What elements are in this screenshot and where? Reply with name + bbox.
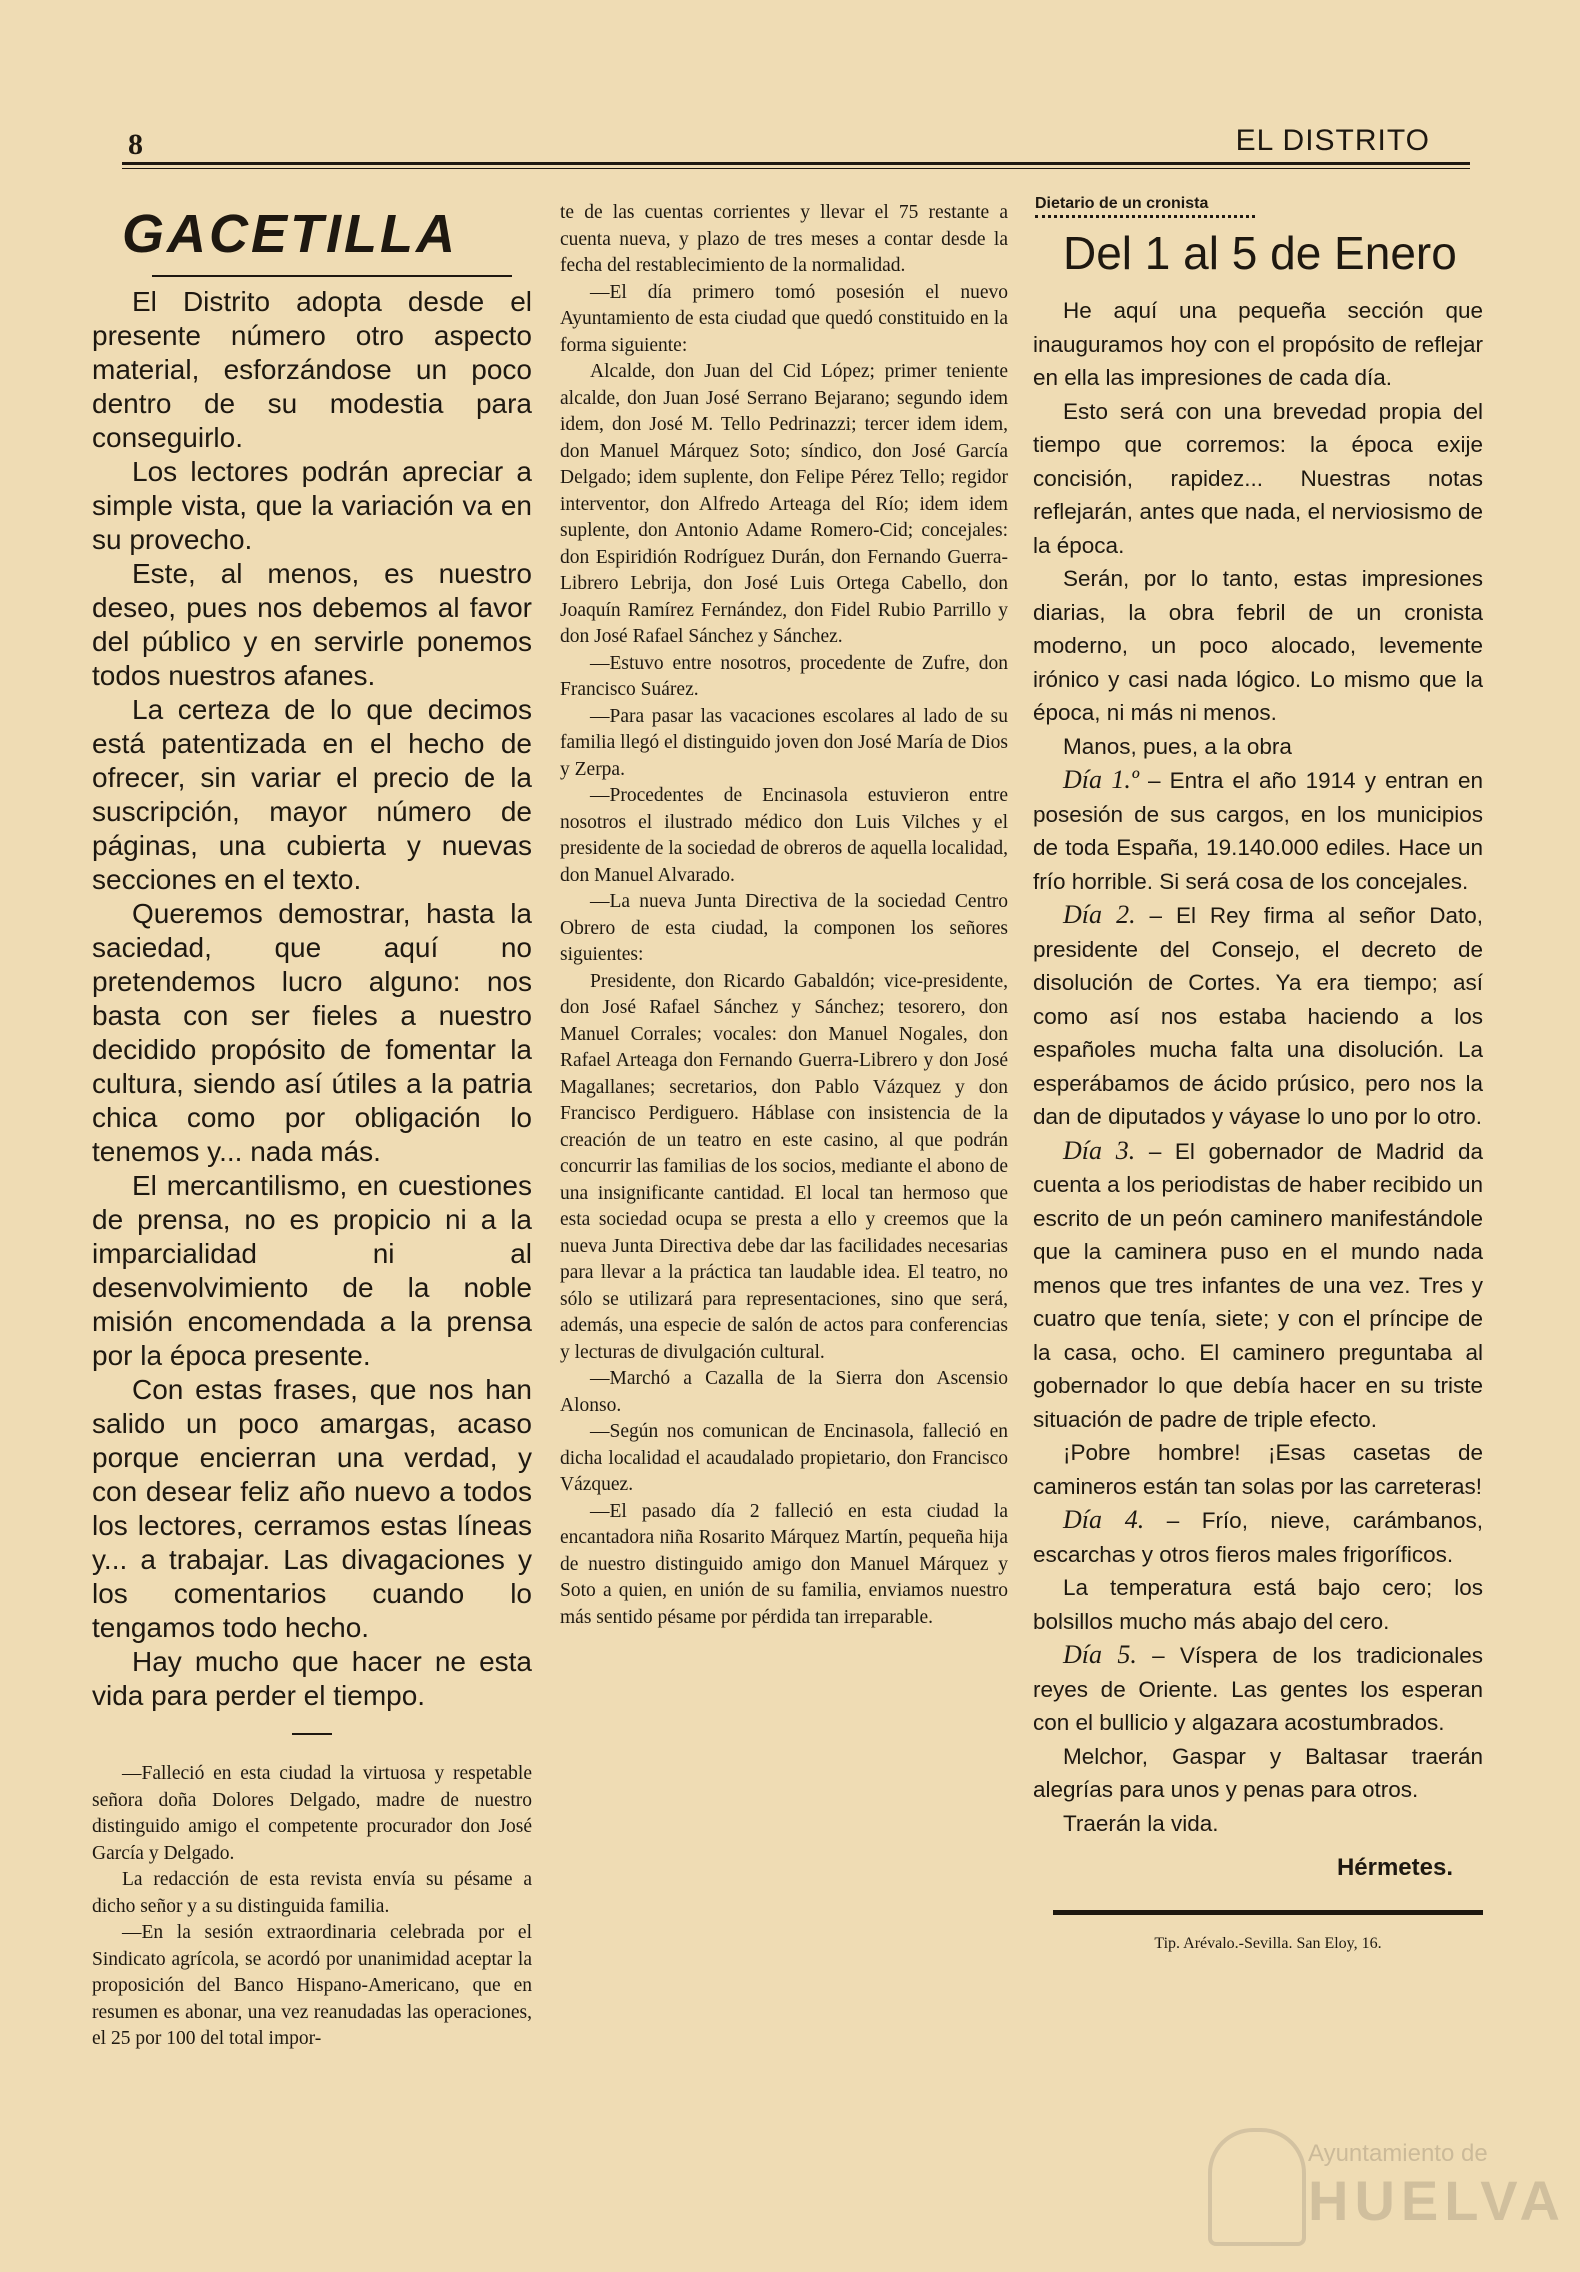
page-number: 8 — [128, 128, 143, 161]
news-item: —El pasado día 2 falleció en esta ciudad la encantadora niña Rosarito Márquez Martín, pequeña hija de nuestro distinguido amigo don Manuel Márquez y Soto a quien, en unión de su familia, enviamos nuestro más sentido pésame por pérdida tan irreparable. — [560, 1500, 1008, 1628]
news-item: —Falleció en esta ciudad la virtuosa y respetable señora doña Dolores Delgado, madre de nuestro distinguido amigo el competente procurador don José García y Delgado. — [92, 1763, 532, 1864]
gacetilla-paragraph: El mercantilismo, en cuestiones de prensa, no es propicio ni a la imparcialidad ni al desenvolvimiento de la noble misión encomendada a la prensa por la época presente. — [92, 1170, 532, 1371]
column-gacetilla — [92, 195, 532, 2053]
day-text: Traerán la vida. — [1063, 1810, 1219, 1836]
news-item: —Según nos comunican de Encinasola, falleció en dicha localidad el acaudalado propietario, don Francisco Vázquez. — [560, 1421, 1008, 1495]
gacetilla-paragraph: Queremos demostrar, hasta la saciedad, que aquí no pretendemos lucro alguno: nos basta con ser fieles a nuestro decidido propósito de fomentar la cultura, siendo así útiles a la patria chica como por obligación lo tenemos y... nada más. — [92, 898, 532, 1167]
day-text: Melchor, Gaspar y Baltasar traerán alegrías para unos y penas para otros. — [1033, 1743, 1483, 1802]
day-entry — [1033, 763, 1483, 898]
day-label: Día 2. — [1063, 900, 1136, 929]
dietario-paragraph: He aquí una pequeña sección que inauguramos hoy con el propósito de reflejar en ella las impresiones de cada día. — [1033, 298, 1483, 390]
news-item: —En la sesión extraordinaria celebrada por el Sindicato agrícola, se acordó por unanimidad aceptar la proposición del Banco Hispano-Americano, que en resumen es abonar, una vez reanudadas las operaciones, el 25 por 100 del total impor- — [92, 1922, 532, 2049]
dotted-rule — [1035, 215, 1255, 218]
news-item: Presidente, don Ricardo Gabaldón; vice-presidente, don José Rafael Sánchez y Sánchez; tesorero, don Manuel Corrales; vocales: don Manuel Nogales, don Rafael Arteaga don Fernando Guerra-Librero y don José Magallanes; secretarios, don Pablo Vázquez y don Francisco Perdiguero. Háblase con insistencia de la creación de un teatro en este casino, al que podrán concurrir las familias de los socios, mediante el abono de una insignificante cantidad. El local tan hermoso que esta sociedad ocupa se presta a ello y creemos que la nueva Junta Directiva debe dar las facilidades necesarias para llevar a la práctica tan laudable idea. El teatro, no sólo se utilizará para representaciones, sino que será, además, una especie de salón de actos para conferencias y lecturas de divulgación cultural. — [560, 970, 1008, 1363]
day-text: – El Rey firma al señor Dato, presidente del Consejo, el decreto de disolución de Cortes. Ya era tiempo; así como así nos estaba haciendo a los españoles mucha falta una disolución. La esperábamos de ácido prúsico, pero nos la dan de diputados y váyase lo uno por lo otro. — [1033, 903, 1483, 1129]
day-label: Día 4. — [1063, 1505, 1145, 1534]
gacetilla-paragraph: El Distrito adopta desde el presente número otro aspecto material, esforzándose un poco dentro de su modestia para conseguirlo. — [92, 286, 532, 453]
end-rule — [1053, 1910, 1483, 1915]
printer-credit: Tip. Arévalo.-Sevilla. San Eloy, 16. — [1154, 1935, 1382, 1952]
news-item: —La nueva Junta Directiva de la sociedad Centro Obrero de esta ciudad, la componen los señores siguientes: — [560, 891, 1008, 965]
header-rule — [122, 162, 1470, 165]
dietario-paragraph: Serán, por lo tanto, estas impresiones diarias, la obra febril de un cronista moderno, un poco alocado, levemente irónico y casi nada lógico. Lo mismo que la época, ni más ni menos. — [1033, 566, 1483, 725]
gacetilla-paragraph: Los lectores podrán apreciar a simple vista, que la variación va en su provecho. — [92, 456, 532, 555]
news-item: —El día primero tomó posesión el nuevo Ayuntamiento de esta ciudad que quedó constituido en la forma siguiente: — [560, 281, 1008, 356]
gacetilla-paragraph: Este, al menos, es nuestro deseo, pues nos debemos al favor del público y en servirle ponemos todos nuestros afanes. — [92, 558, 532, 691]
day-label: Día 3. — [1063, 1135, 1136, 1165]
gacetilla-title: GACETILLA — [122, 204, 458, 264]
news-item: —Para pasar las vacaciones escolares al lado de su familia llegó el distinguido joven don José María de Dios y Zerpa. — [560, 705, 1008, 780]
section-label: Dietario de un cronista — [1035, 195, 1209, 212]
news-item: —Procedentes de Encinasola estuvieron entre nosotros el ilustrado médico don Luis Vilches y el presidente de la sociedad de obreros de aquella localidad, don Manuel Alvarado. — [560, 785, 1008, 886]
dietario-title: Del 1 al 5 de Enero — [1063, 227, 1457, 279]
day-text: – El gobernador de Madrid da cuenta a los periodistas de haber recibido un escrito de un peón caminero manifestándole que la caminera puso en el mundo nada menos que tres infantes de una vez. Tres y cuatro que tenía, siete; y con el príncipe de la casa, ocho. El caminero preguntaba al gobernador lo que debía hacer en su triste situación de padre de triple efecto. — [1033, 1138, 1483, 1432]
news-item: La redacción de esta revista envía su pésame a dicho señor y a su distinguida familia. — [92, 1869, 532, 1917]
day-entry — [1033, 1740, 1483, 1807]
day-text: – Entra el año 1914 y entran en posesión de sus cargos, en los municipios de toda España, 19.140.000 ediles. Hace un frío horrible. Si será cosa de los concejales. — [1033, 768, 1483, 894]
day-entry — [1033, 1436, 1483, 1503]
watermark-line1: Ayuntamiento de — [1308, 2140, 1488, 2167]
day-label: Día 1.º — [1063, 765, 1139, 794]
column-dietario — [1033, 195, 1483, 1953]
header-rule-thin — [122, 168, 1470, 169]
day-entry — [1033, 898, 1483, 1134]
news-item: —Estuvo entre nosotros, procedente de Zufre, don Francisco Suárez. — [560, 652, 1008, 700]
day-entry — [1033, 1503, 1483, 1571]
archive-watermark — [1208, 2128, 1566, 2248]
dietario-paragraph: Esto será con una brevedad propia del tiempo que corremos: la época exije concisión, rapidez... Nuestras notas reflejarán, antes que nada, el nerviosismo de la época. — [1033, 398, 1483, 558]
section-separator — [292, 1733, 332, 1735]
title-rule — [152, 275, 512, 277]
column-news — [560, 200, 1008, 1631]
day-label: Día 5. — [1063, 1640, 1137, 1669]
news-item: Alcalde, don Juan del Cid López; primer teniente alcalde, don Juan José Serrano Bejarano; segundo idem idem, don José M. Tello Pedrinazzi; tercer idem idem, don Manuel Márquez Soto; síndico, don José García Delgado; idem suplente, don Felipe Pérez Tello; regidor interventor, don Alfredo Arteaga del Río; idem idem suplente, don Antonio Adame Romero-Cid; concejales: don Espiridión Rodríguez Durán, don Fernando Guerra-Librero Lebrija, don José Luis Ortega Cabello, don Joaquín Ramírez Fernández, don Fidel Rubio Parrillo y don José Rafael Sánchez y Sánchez. — [560, 361, 1008, 647]
seal-icon — [1208, 2128, 1306, 2246]
day-entry — [1033, 1638, 1483, 1740]
author-signature: Hérmetes. — [1336, 1854, 1453, 1881]
gacetilla-paragraph: Hay mucho que hacer ne esta vida para perder el tiempo. — [92, 1646, 532, 1711]
day-text: – Víspera de los tradicionales reyes de Oriente. Las gentes los esperan con el bullicio y algazara acostumbrados. — [1033, 1643, 1484, 1735]
day-text: ¡Pobre hombre! ¡Esas casetas de camineros están tan solas por las carreteras! — [1033, 1440, 1483, 1499]
day-text: – Frío, nieve, carámbanos, escarchas y otros fieros males frigoríficos. — [1033, 1508, 1484, 1567]
gacetilla-paragraph: Con estas frases, que nos han salido un poco amargas, acaso porque encierran una verdad, y con desear feliz año nuevo a todos los lectores, cerramos estas líneas y... a trabajar. Las divagaciones y los comentarios cuando lo tengamos todo hecho. — [92, 1374, 532, 1643]
day-entry — [1033, 1807, 1483, 1841]
day-text: La temperatura está bajo cero; los bolsillos mucho más abajo del cero. — [1033, 1575, 1483, 1634]
news-item: te de las cuentas corrientes y llevar el 75 restante a cuenta nueva, y plazo de tres meses a contar desde la fecha del restablecimiento de la normalidad. — [560, 202, 1008, 276]
watermark-line2: HUELVA — [1308, 2169, 1566, 2232]
day-entry — [1033, 1134, 1483, 1437]
publication-name: EL DISTRITO — [1235, 124, 1430, 157]
dietario-paragraph: Manos, pues, a la obra — [1063, 733, 1292, 759]
gacetilla-paragraph: La certeza de lo que decimos está patentizada en el hecho de ofrecer, sin variar el precio de la suscripción, mayor número de páginas, una cubierta y nuevas secciones en el texto. — [92, 694, 532, 895]
news-item: —Marchó a Cazalla de la Sierra don Ascensio Alonso. — [560, 1368, 1008, 1416]
day-entry — [1033, 1571, 1483, 1638]
